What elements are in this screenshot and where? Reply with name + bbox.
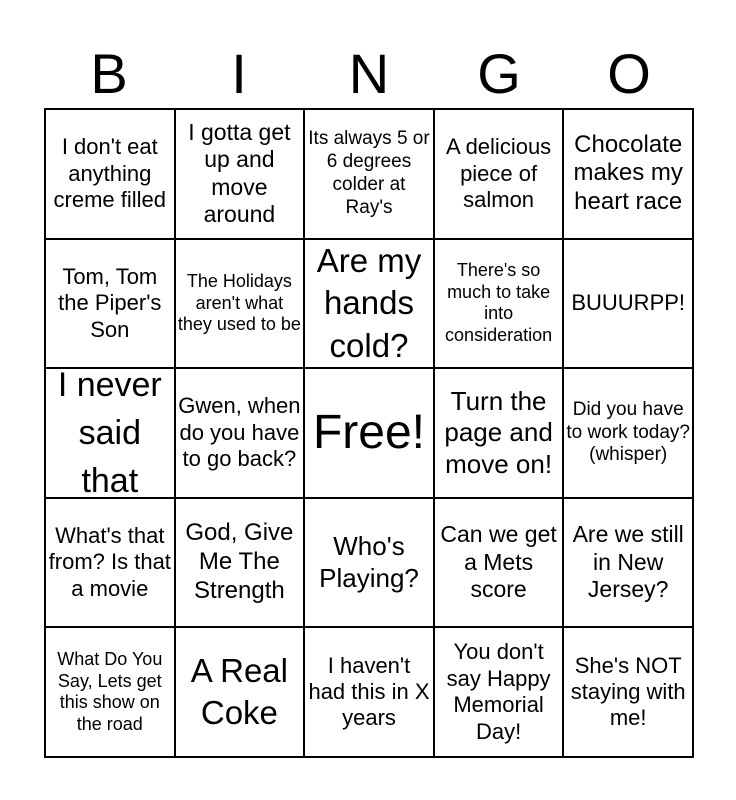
bingo-cell[interactable]: Chocolate makes my heart race xyxy=(563,109,693,239)
bingo-cell[interactable]: Can we get a Mets score xyxy=(434,498,564,628)
bingo-cell[interactable]: I never said that xyxy=(45,368,175,498)
bingo-cell[interactable]: A Real Coke xyxy=(175,627,305,757)
bingo-cell[interactable]: What Do You Say, Lets get this show on the road xyxy=(45,627,175,757)
bingo-header xyxy=(44,40,694,108)
bingo-cell[interactable]: The Holidays aren't what they used to be xyxy=(175,239,305,369)
header-letter-n: N xyxy=(348,42,390,105)
bingo-cell[interactable]: I haven't had this in X years xyxy=(304,627,434,757)
header-letter-i: I xyxy=(231,42,247,105)
bingo-cell[interactable]: There's so much to take into consideration xyxy=(434,239,564,369)
bingo-cell[interactable]: Turn the page and move on! xyxy=(434,368,564,498)
bingo-cell[interactable]: Are my hands cold? xyxy=(304,239,434,369)
bingo-cell[interactable]: Did you have to work today? (whisper) xyxy=(563,368,693,498)
bingo-cell[interactable]: I don't eat anything creme filled xyxy=(45,109,175,239)
bingo-cell[interactable]: I gotta get up and move around xyxy=(175,109,305,239)
header-letter-o: O xyxy=(607,42,651,105)
bingo-cell[interactable]: BUUURPP! xyxy=(563,239,693,369)
bingo-cell[interactable]: Gwen, when do you have to go back? xyxy=(175,368,305,498)
bingo-cell[interactable]: A delicious piece of salmon xyxy=(434,109,564,239)
free-space-cell[interactable]: Free! xyxy=(304,368,434,498)
bingo-cell[interactable]: You don't say Happy Memorial Day! xyxy=(434,627,564,757)
header-letter-b: B xyxy=(90,42,128,105)
bingo-cell[interactable]: Its always 5 or 6 degrees colder at Ray's xyxy=(304,109,434,239)
bingo-cell[interactable]: She's NOT staying with me! xyxy=(563,627,693,757)
bingo-cell[interactable]: What's that from? Is that a movie xyxy=(45,498,175,628)
bingo-board xyxy=(44,108,694,758)
bingo-cell[interactable]: Who's Playing? xyxy=(304,498,434,628)
header-letter-g: G xyxy=(477,42,521,105)
bingo-cell[interactable]: Tom, Tom the Piper's Son xyxy=(45,239,175,369)
bingo-cell[interactable]: God, Give Me The Strength xyxy=(175,498,305,628)
bingo-cell[interactable]: Are we still in New Jersey? xyxy=(563,498,693,628)
